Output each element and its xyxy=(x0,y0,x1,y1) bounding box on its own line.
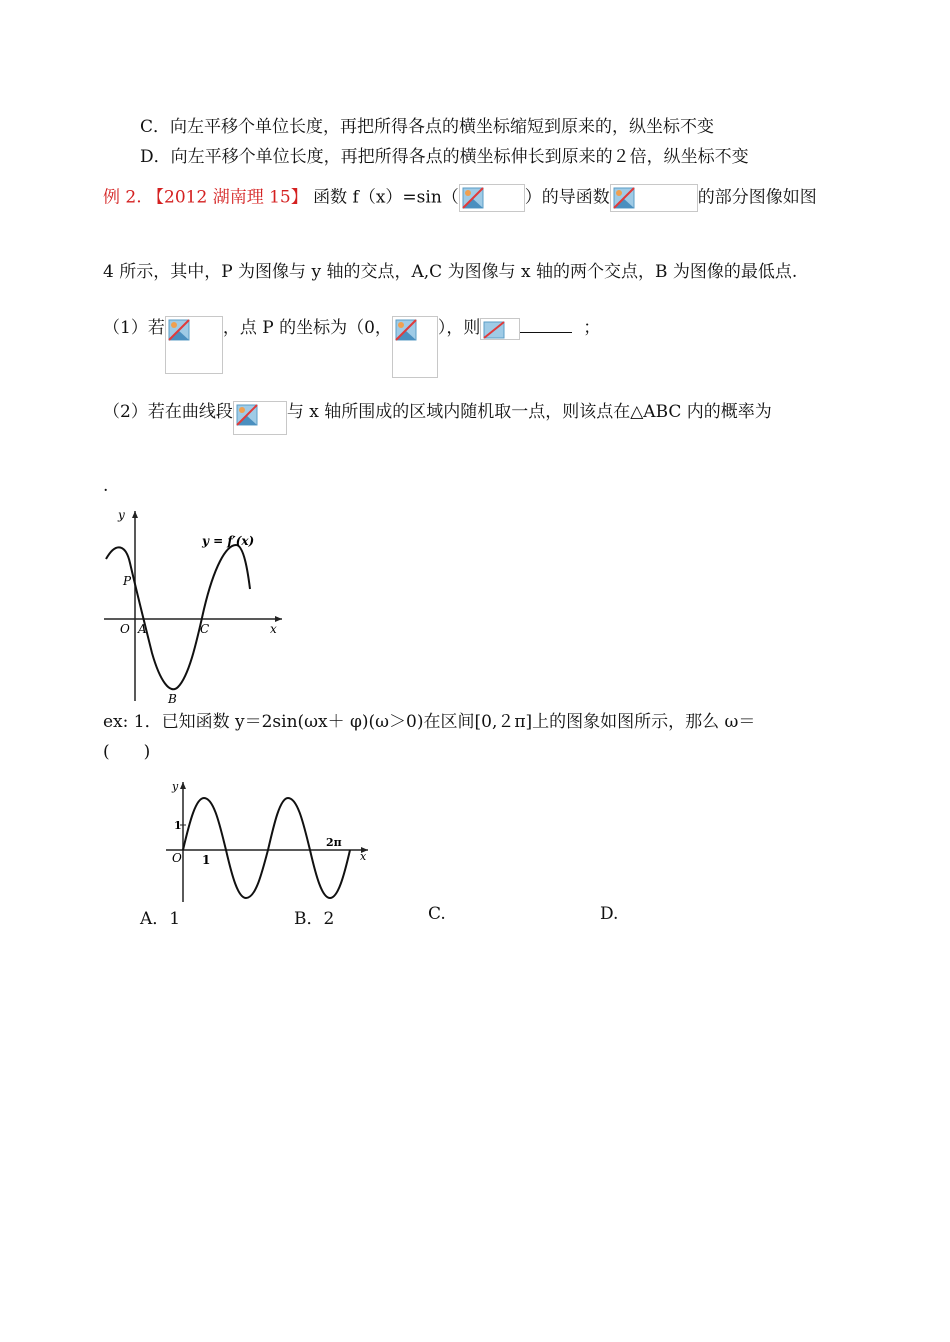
figure-derivative-graph xyxy=(100,505,290,705)
point-b-label: B xyxy=(168,692,177,705)
x-axis-label: x xyxy=(360,850,367,863)
q2-text-a: （2）若在曲线段 xyxy=(103,402,233,422)
sine-curve xyxy=(183,798,350,898)
choice-d[interactable]: D. xyxy=(600,904,619,924)
q2-text-b: 与 x 轴所围成的区域内随机取一点，则该点在△ABC 内的概率为 xyxy=(286,402,772,422)
example2-line1 xyxy=(103,184,817,212)
option-d-prev: D．向左平移个单位长度，再把所得各点的横坐标伸长到原来的２倍，纵坐标不变 xyxy=(140,147,749,167)
formula-image-placeholder xyxy=(610,184,698,212)
two-pi-label: 2π xyxy=(326,836,342,849)
broken-image-icon xyxy=(483,321,505,339)
option-c-prev: C．向左平移个单位长度，再把所得各点的横坐标缩短到原来的，纵坐标不变 xyxy=(140,117,715,137)
choice-c[interactable]: C. xyxy=(428,904,446,924)
question-2 xyxy=(103,401,772,435)
example2-line2: 4 所示，其中，P 为图像与 y 轴的交点，A,C 为图像与 x 轴的两个交点，B 为图像的最低点. xyxy=(103,262,798,282)
answer-blank[interactable] xyxy=(520,316,572,333)
question-1 xyxy=(103,316,600,378)
y-axis-arrow xyxy=(132,511,138,518)
example-text-a: 函数 f（x）=sin（ xyxy=(313,187,459,208)
y-axis-label: y xyxy=(172,780,179,793)
exercise-line2: ( ) xyxy=(103,742,151,762)
choice-a[interactable]: A．1 xyxy=(140,909,181,929)
example-text-c: 的部分图像如图 xyxy=(697,187,817,208)
point-a-label: A xyxy=(138,622,147,636)
choice-b[interactable]: B．2 xyxy=(294,909,335,929)
x-axis-label: x xyxy=(270,622,277,636)
formula-image-placeholder xyxy=(459,184,525,212)
derivative-curve xyxy=(106,545,250,689)
broken-image-icon xyxy=(613,187,635,209)
point-c-label: C xyxy=(200,622,210,636)
formula-image-placeholder xyxy=(233,401,287,435)
formula-image-placeholder xyxy=(392,316,438,378)
curve-label: y = f′(x) xyxy=(202,534,255,548)
formula-image-placeholder xyxy=(480,318,520,340)
broken-image-icon xyxy=(462,187,484,209)
example-label: 例 2. xyxy=(103,187,142,208)
y-tick-label: 1 xyxy=(174,819,182,832)
y-axis-label: y xyxy=(118,508,125,522)
broken-image-icon xyxy=(395,319,417,341)
broken-image-icon xyxy=(236,404,258,426)
origin-label: O xyxy=(120,622,130,636)
example-text-b: ）的导函数 xyxy=(524,187,610,208)
exercise-line1: ex: 1．已知函数 y＝2sin(ωx＋ φ)(ω＞0)在区间[0,２π]上的图象如图所示，那么 ω＝ xyxy=(103,712,756,732)
formula-image-placeholder xyxy=(165,316,223,374)
q1-text-c: ），则 xyxy=(437,318,481,338)
example-source: 【2012 湖南理 15】 xyxy=(147,187,308,208)
point-p-label: P xyxy=(123,574,132,588)
q1-text-a: （1）若 xyxy=(103,318,165,338)
broken-image-icon xyxy=(168,319,190,341)
y-axis-arrow xyxy=(180,782,186,789)
q1-text-d: ； xyxy=(583,318,601,338)
origin-label: O xyxy=(172,851,182,865)
figure-sine-graph xyxy=(160,776,375,906)
q2-end: . xyxy=(103,476,109,496)
x-tick-label: 1 xyxy=(202,853,211,867)
q1-text-b: ，点 P 的坐标为（0， xyxy=(222,318,392,338)
